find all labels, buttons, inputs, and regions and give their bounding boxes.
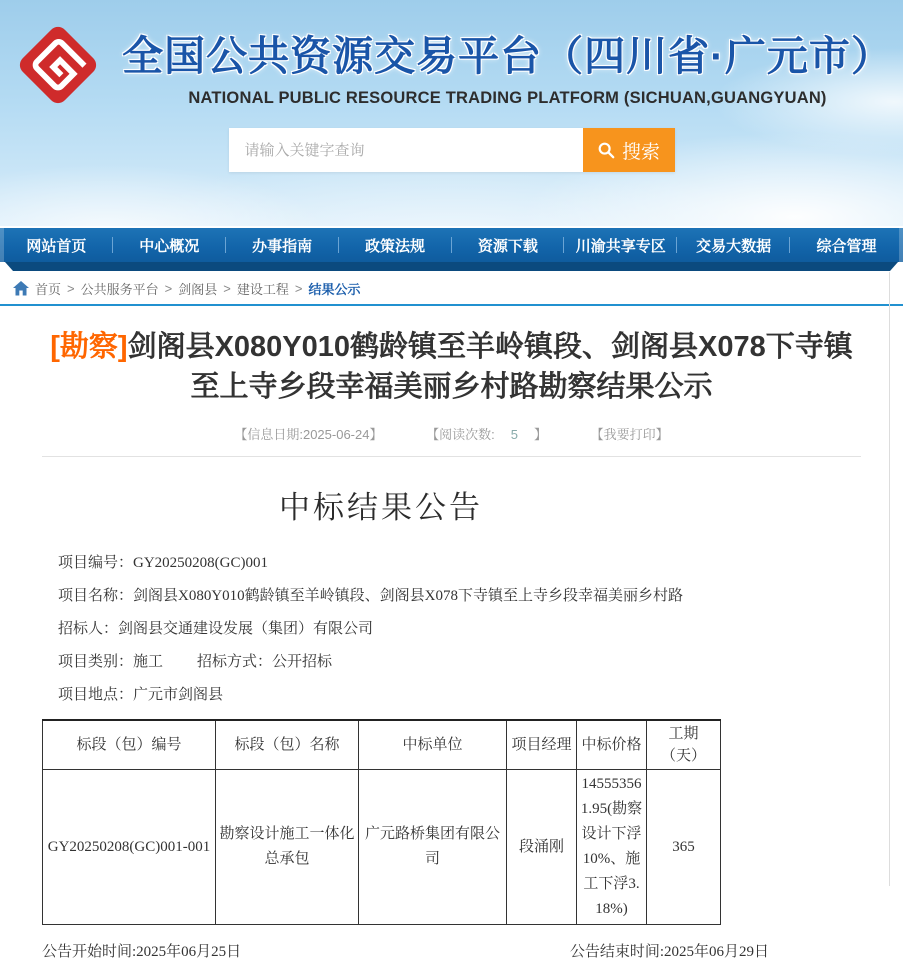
cell-section-name: 勘察设计施工一体化总承包 bbox=[216, 770, 359, 925]
notice-period bbox=[42, 940, 861, 961]
project-name-line bbox=[42, 580, 720, 613]
article-meta bbox=[42, 424, 861, 457]
brand-row bbox=[0, 0, 903, 118]
tenderee-value: 剑阁县交通建设发展（集团）有限公司 bbox=[118, 621, 374, 637]
project-name-value: 剑阁县X080Y010鹤龄镇至羊岭镇段、剑阁县X078下寺镇至上寺乡段幸福美丽乡村路 bbox=[133, 588, 684, 604]
platform-title-cn: 全国公共资源交易平台（四川省·广元市） bbox=[122, 32, 893, 79]
tenderee-label: 招标人： bbox=[58, 621, 119, 637]
main-nav bbox=[0, 228, 903, 262]
col-header-winning-price: 中标价格 bbox=[577, 720, 647, 770]
cell-duration-days: 365 bbox=[647, 770, 721, 925]
col-header-section-name: 标段（包）名称 bbox=[216, 720, 359, 770]
breadcrumb-item-jiange-county[interactable]: 剑阁县 bbox=[178, 281, 218, 297]
nav-item-big-data[interactable]: 交易大数据 bbox=[677, 228, 790, 262]
location-line bbox=[42, 679, 720, 712]
read-count-suffix: 】 bbox=[533, 427, 547, 442]
announcement-heading: 中标结果公告 bbox=[279, 490, 483, 525]
project-number-line bbox=[42, 547, 720, 580]
breadcrumb-separator: > bbox=[294, 280, 303, 296]
project-location-label: 项目地点： bbox=[58, 687, 134, 703]
read-count bbox=[426, 427, 547, 442]
platform-titles bbox=[122, 23, 893, 108]
article-title-text: 剑阁县X080Y010鹤龄镇至羊岭镇段、剑阁县X078下寺镇至上寺乡段幸福美丽乡村路勘察结果公示 bbox=[127, 331, 853, 403]
platform-logo-icon bbox=[10, 17, 106, 113]
read-count-prefix: 【阅读次数: bbox=[426, 427, 495, 442]
notice-end-time: 公告结束时间:2025年06月29日 bbox=[569, 944, 769, 960]
nav-item-policies[interactable]: 政策法规 bbox=[339, 228, 452, 262]
search-button-label: 搜索 bbox=[621, 141, 660, 163]
read-count-value: 5 bbox=[510, 427, 518, 442]
main-nav-wrap bbox=[0, 226, 903, 272]
breadcrumb bbox=[0, 272, 903, 306]
search-box bbox=[229, 128, 675, 172]
info-date: 【信息日期:2025-06-24】 bbox=[234, 427, 383, 442]
nav-item-chuanyu-zone[interactable]: 川渝共享专区 bbox=[564, 228, 677, 262]
home-icon[interactable] bbox=[13, 281, 29, 296]
cell-section-number: GY20250208(GC)001-001 bbox=[43, 770, 216, 925]
nav-item-downloads[interactable]: 资源下载 bbox=[452, 228, 565, 262]
nav-item-management[interactable]: 综合管理 bbox=[816, 237, 877, 255]
announcement-section bbox=[42, 482, 720, 925]
nav-item-center-overview[interactable]: 中心概况 bbox=[113, 228, 226, 262]
col-header-project-manager: 项目经理 bbox=[507, 720, 577, 770]
col-header-section-number: 标段（包）编号 bbox=[43, 720, 216, 770]
search-icon bbox=[597, 141, 615, 159]
breadcrumb-separator: > bbox=[164, 280, 173, 296]
cell-winning-price: 145553561.95(勘察设计下浮10%、施工下浮3.18%) bbox=[577, 770, 647, 925]
main-content bbox=[0, 327, 903, 961]
search-button[interactable] bbox=[583, 128, 675, 172]
breadcrumb-item-public-service[interactable]: 公共服务平台 bbox=[80, 281, 159, 297]
category-method-line bbox=[42, 646, 720, 679]
table-header-row bbox=[43, 720, 721, 770]
nav-item-service-guide[interactable]: 办事指南 bbox=[226, 228, 339, 262]
col-header-duration-days: 工期（天） bbox=[647, 720, 721, 770]
site-header bbox=[0, 0, 903, 226]
project-number-label: 项目编号： bbox=[58, 555, 134, 571]
breadcrumb-item-construction[interactable]: 建设工程 bbox=[236, 281, 289, 297]
project-category-value: 施工 bbox=[133, 654, 164, 670]
bidding-method-value: 公开招标 bbox=[272, 654, 333, 670]
breadcrumb-separator: > bbox=[67, 280, 75, 296]
breadcrumb-item-home[interactable]: 首页 bbox=[35, 281, 62, 297]
article-title bbox=[42, 327, 861, 407]
search-row bbox=[0, 128, 903, 172]
tenderee-line bbox=[42, 613, 720, 646]
project-number-value: GY20250208(GC)001 bbox=[133, 555, 269, 571]
notice-start-time: 公告开始时间:2025年06月25日 bbox=[42, 944, 242, 960]
project-location-value: 广元市剑阁县 bbox=[133, 687, 224, 703]
platform-title-en: NATIONAL PUBLIC RESOURCE TRADING PLATFORM (SICHUAN,GUANGYUAN) bbox=[188, 88, 827, 107]
category-tag: [勘察] bbox=[50, 331, 128, 363]
print-link[interactable]: 【我要打印】 bbox=[590, 427, 669, 442]
project-details bbox=[42, 547, 720, 712]
cell-project-manager: 段涌刚 bbox=[507, 770, 577, 925]
content-right-edge bbox=[889, 272, 890, 886]
project-category-label: 项目类别： bbox=[58, 654, 134, 670]
breadcrumb-item-result-publicity[interactable]: 结果公示 bbox=[308, 281, 361, 297]
table-row bbox=[43, 770, 721, 925]
nav-item-home[interactable]: 网站首页 bbox=[0, 228, 113, 262]
bid-result-table bbox=[42, 719, 721, 925]
breadcrumb-separator: > bbox=[223, 280, 231, 296]
cell-winning-bidder: 广元路桥集团有限公司 bbox=[359, 770, 507, 925]
col-header-winning-bidder: 中标单位 bbox=[359, 720, 507, 770]
bidding-method-label: 招标方式： bbox=[197, 654, 273, 670]
search-input[interactable] bbox=[229, 128, 583, 172]
project-name-label: 项目名称： bbox=[58, 588, 134, 604]
